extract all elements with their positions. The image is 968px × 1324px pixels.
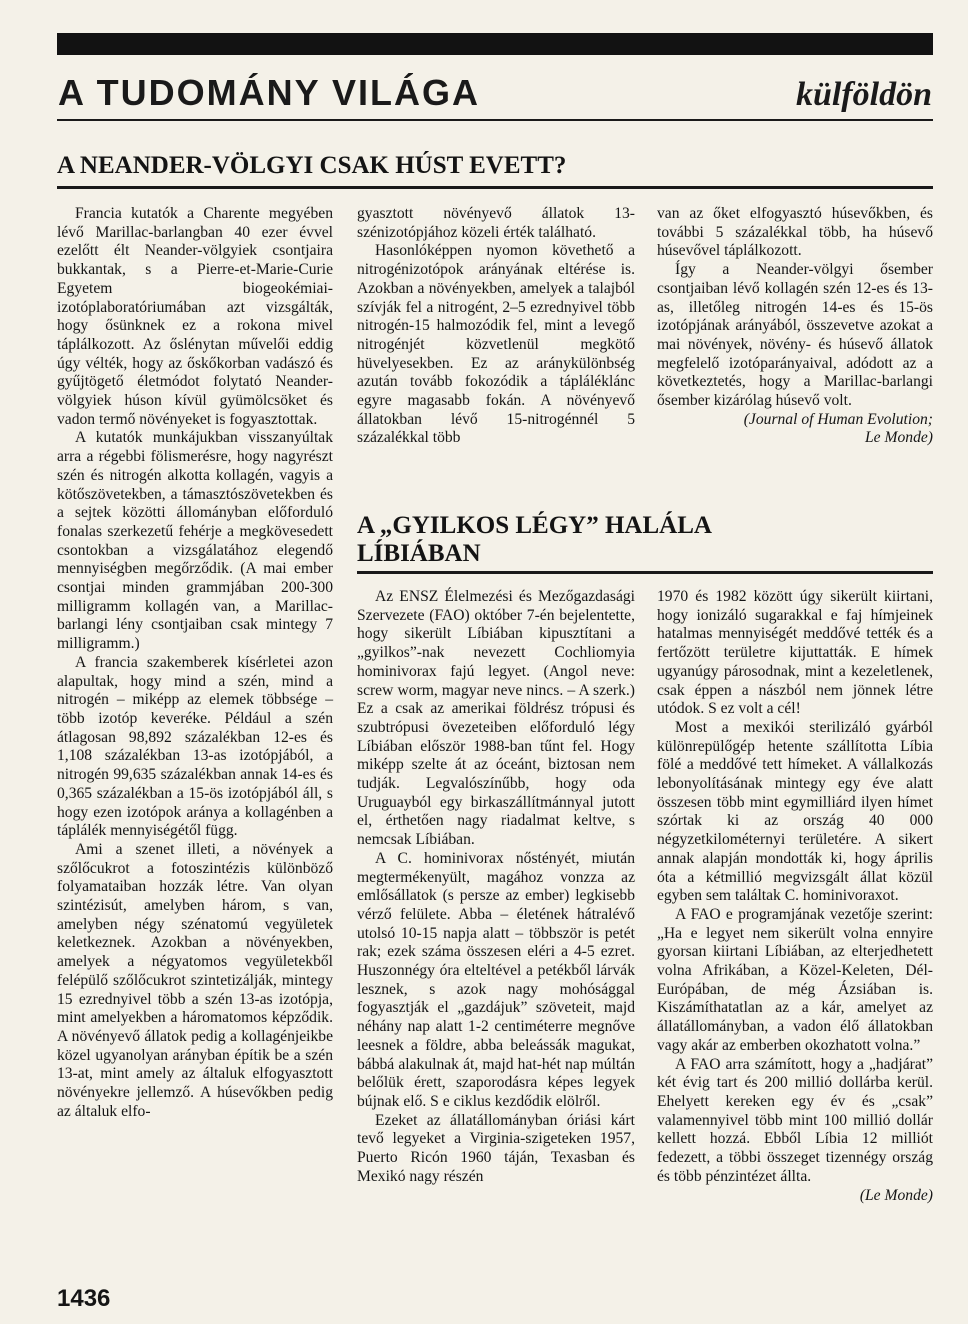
article1-paragraph: Így a Neander-völgyi ősember csontjaiban lévő kollagén szén 12-es és 13-as, illetőleg nitrogén 14-es és 15-ös izotópjának arányából, összevetve azokat a mai növények, növény- és húsevő állatok megfelelő izotóparányaival, adódott az a következtetés, hogy a Marillac-barlangi ősember kizárólag húsevő volt. (657, 261, 933, 410)
article1-paragraph: A francia szakemberek kísérletei azon alapultak, hogy mind a szén, mind a nitrogén – miképp az elemek többsége – több izotóp keveréke. Például a szén átlagosan 98,892 százalékban 12-es és 1,108 százalékban 13-as izotópjából, a nitrogén 99,635 százalékban annak 14-es és 0,365 százalékban a 15-ös izotópjából áll, s hogy ezen izotópok aránya a kollagénben a táplálék mennyiségétől függ. (57, 653, 333, 840)
article1-paragraph: A kutatók munkájukban visszanyúltak arra a régebbi fölismerésre, hogy nagyrészt szén és nitrogén alkotta kollagén, vagyis a kötőszövetekben, a támasztószövetekben és a sejtek közötti állományban előforduló fonalas szerkezetű fehérje a megkövesedett csontokban a vizsgálatához elegendő mennyiségben megőrződik. (A mai ember csontjai minden grammjában 200-300 milligramm kollagén van, a Marillac-barlangi lény csontjaiban csak mintegy 7 milligramm.) (57, 429, 333, 653)
article2-column-1 (357, 588, 635, 1187)
article1-column-3 (657, 205, 933, 448)
article1-paragraph: Ami a szenet illeti, a növények a szőlőcukrot a fotoszintézis különböző folyamataiban hozzák létre. Van olyan szintézisút, amelyben három, s van, amelyben négy szénatomú vegyületek keletkeznek. Azokban a növényekben, amelyek a négyatomos vegyületekből felépülő szőlőcukrot szintetizálják, mintegy 15 ezrednyivel több a szén 13-as izotópja, mint amelyekben a háromatomos képződik. A növényevő állatok pedig a kollagénjeikbe közel ugyanolyan arányban építik be a szén 13-at, mint amely az általuk elfogyasztott növényekre jellemző. A húsevőkben pedig az általuk elfo- (57, 840, 333, 1120)
header-rule (57, 119, 933, 121)
article2-source: (Le Monde) (859, 1186, 933, 1204)
article2-paragraph: A FAO e programjának vezetője szerint: „Ha e legyet nem sikerült volna ennyire gyorsan kiirtani Líbiában, az elterjedhetett volna Afrikában, a Közel-Keleten, Dél-Európában, de még Ázsiában is. Kiszámíthatatlan az a kár, amelyet az állatállományban, a vadon élő állatokban vagy akár az emberben okozhatott volna.” (657, 905, 933, 1054)
article2-column-2 (657, 588, 933, 1205)
article2-paragraph: Az ENSZ Élelmezési és Mezőgazdasági Szervezete (FAO) október 7-én bejelentette, hogy sikerült Líbiában kipusztítani a „gyilkos”-nak nevezett Cochliomyia hominivorax fajú legyet. (Angol neve: screw worm, magyar neve nincs. – A szerk.) Ez a csak az amerikai földrész trópusi és szubtrópusi övezeteiben előforduló légy Líbiában először 1988-ban tűnt fel. Hogy miképp szelte át az óceánt, biztosan nem tudják. Legvalószínűbb, hogy oda Uruguayból egy birkaszállítmánnyal jutott el, érthetően nagy riadalmat keltve, s nemcsak Líbiában. (357, 588, 635, 849)
section-title: A TUDOMÁNY VILÁGA (58, 72, 481, 113)
article1-source-2: Le Monde) (865, 429, 933, 447)
article2-paragraph: A C. hominivorax nőstényét, miután megtermékenyült, magához vonzza az emlősállatok (s persze az ember) legkisebb vérző felülete. Abba – életének hátralévő utolsó 10-15 napja alatt – többször is petét rak; ezek száma összesen eléri a 4-5 ezret. Huszonnégy óra elteltével a petékből lárvák lesznek, s azok nagy mohósággal fogyasztják el „gazdájuk” szöveteit, majd néhány nap alatt 1-2 centiméterre megnőve leesnek a földre, abba beleássák magukat, bábbá alakulnak át, majd hat-hét nap múltán belőlük érett, szaporodásra képes legyek bújnak elő. S e ciklus kezdődik elölről. (357, 849, 635, 1110)
page-number: 1436 (57, 1285, 111, 1312)
section-subtitle: külföldön (795, 76, 932, 113)
article1-paragraph: Hasonlóképpen nyomon követhető a nitrogénizotópok arányának eltérése is. Azokban a növényekben, amelyek a talajból szívják fel a nitrogént, 2–5 ezrednyivel több nitrogén-15 halmozódik fel, mint a levegő nitrogénjét közvetlenül megkötő hüvelyesekben. Ez az aránykülönbség azután tovább fokozódik a tápláléklánc egyre magasabb fokán. A növényevő állatokban lévő 15-nitrogénnél 5 százalékkal több (357, 242, 635, 447)
top-black-bar (57, 33, 933, 55)
article1-source-1: (Journal of Human Evolution; (743, 410, 933, 428)
article2-headline: A „GYILKOS LÉGY” HALÁLA LÍBIÁBAN (357, 512, 711, 567)
article2-paragraph: Most a mexikói sterilizáló gyárból különrepülőgép hetente szállította Líbia fölé a meddővé tett hímeket. A vállalkozás lebonyolításának mintegy egy éve alatt összesen több mint egymilliárd ilyen hímet szórtak ki az ország 40 000 négyzetkilométernyi területére. A sikert annak alapján mondották ki, hogy április óta a kétmillió megvizsgált állat közül egyben sem találtak C. hominivoraxot. (657, 718, 933, 905)
article2-paragraph: 1970 és 1982 között úgy sikerült kiirtani, hogy ionizáló sugarakkal e faj hímjeinek hatalmas mennyiségét meddővé tették és a fertőzött területre kijuttatták. E hímek ugyanúgy párosodnak, mint a kezeletlenek, csak éppen a nászból nem jönnek létre utódok. S ez volt a cél! (657, 588, 933, 718)
article2-paragraph: Ezeket az állatállományban óriási kárt tevő legyeket a Virginia-szigeteken 1957, Puerto Ricón 1960 táján, Texasban és Mexikó nagy részén (357, 1111, 635, 1185)
article1-column-1 (57, 205, 333, 1121)
article2-rule (357, 571, 933, 574)
article1-paragraph: van az őket elfogyasztó húsevőkben, és további 5 százalékkal több, ha húsevő húsevővel táplálkozott. (657, 205, 933, 260)
article2-paragraph: A FAO arra számított, hogy a „hadjárat” két évig tart és 200 millió dollárba kerül. Ehelyett kereken egy év és „csak” valamennyivel több mint 100 millió dollár kellett hozzá. Ebből Líbia 12 milliót fedezett, a többi összeget tizennégy ország és több pénzintézet állta. (657, 1055, 933, 1185)
article1-paragraph: gyasztott növényevő állatok 13-szénizotópjához közeli érték található. (357, 205, 635, 241)
article1-column-2 (357, 205, 635, 448)
article1-rule (57, 186, 933, 189)
article1-paragraph: Francia kutatók a Charente megyében lévő Marillac-barlangban 40 ezer évvel ezelőtt élt Neander-völgyiek csontjaira bukkantak, s a Pierre-et-Marie-Curie Egyetem biogeokémiai-izotóplaboratóriumában azt vizsgálták, hogy ősünknek ez a rokona mivel táplálkozott. Az őslénytan művelői eddig úgy vélték, hogy az őskőkorban vadászó és gyűjtögető életmódot folytató Neander-völgyiek húson kívül gyümölcsöket és vadon termő növényeket is fogyasztottak. (57, 205, 333, 428)
article1-headline: A NEANDER-VÖLGYI CSAK HÚST EVETT? (57, 152, 567, 179)
